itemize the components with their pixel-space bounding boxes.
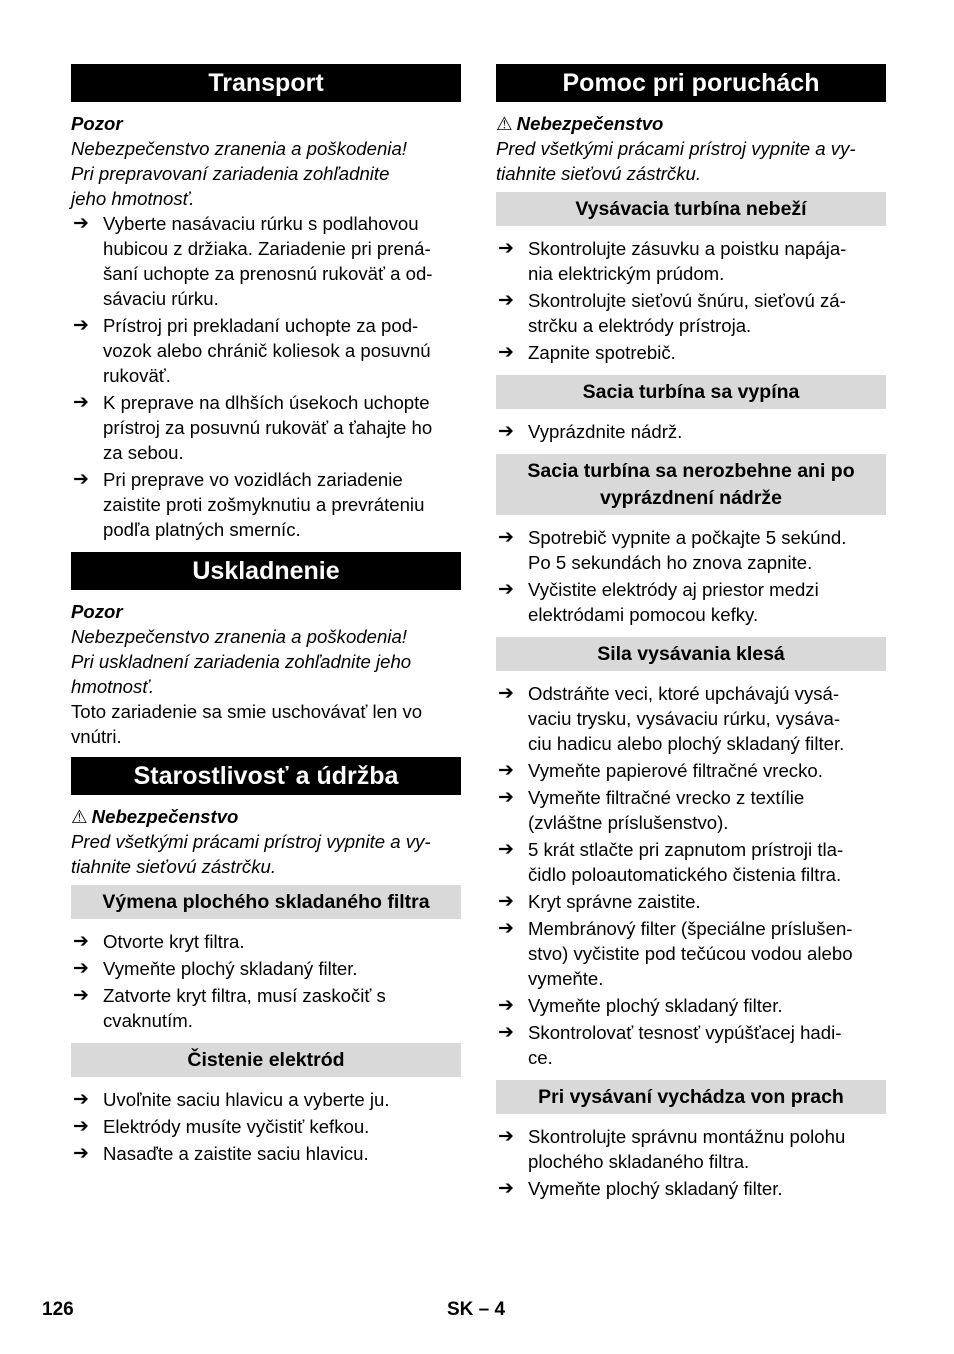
text-line: za sebou. bbox=[103, 442, 184, 463]
list-item bbox=[496, 758, 886, 783]
text-line: Spotrebič vypnite a počkajte 5 sekúnd. bbox=[528, 527, 847, 548]
text-line: Pri uskladnení zariadenia zohľadnite jeho bbox=[71, 651, 412, 672]
spacer bbox=[71, 749, 461, 757]
troubleshooting-heading: Pomoc pri poruchách bbox=[496, 64, 886, 102]
text-line: hmotnosť. bbox=[71, 676, 155, 697]
warning-triangle-icon: ⚠ bbox=[496, 113, 513, 134]
text-line: prístroj za posuvnú rukoväť a ťahajte ho bbox=[103, 417, 433, 438]
text-line: vyprázdnení nádrže bbox=[599, 487, 783, 509]
text-line: (zvláštne príslušenstvo). bbox=[528, 812, 729, 833]
list-item bbox=[496, 837, 886, 887]
arrow-right-icon: ➔ bbox=[73, 1116, 89, 1137]
transport-heading: Transport bbox=[71, 64, 461, 102]
arrow-right-icon: ➔ bbox=[498, 527, 514, 548]
list-item bbox=[71, 983, 461, 1033]
spacer bbox=[71, 1035, 461, 1043]
list-item bbox=[496, 681, 886, 756]
warning-triangle-icon: ⚠ bbox=[71, 806, 88, 827]
care-heading: Starostlivosť a údržba bbox=[71, 757, 461, 795]
spacer bbox=[496, 629, 886, 637]
text-line: Pred všetkými prácami prístroj vypnite a vy- bbox=[496, 138, 856, 159]
text-line: sávaciu rúrku. bbox=[103, 288, 219, 309]
text-line: Vyčistite elektródy aj priestor medzi bbox=[528, 579, 819, 600]
text-line: Pri vysávaní vychádza von prach bbox=[538, 1086, 844, 1108]
list-item bbox=[496, 785, 886, 835]
list-item bbox=[71, 211, 461, 311]
text-line: ce. bbox=[528, 1047, 553, 1068]
text-line: Vyberte nasávaciu rúrku s podlahovou bbox=[103, 213, 419, 234]
text-line: Skontrolujte správnu montážnu polohu bbox=[528, 1126, 846, 1147]
text-line: cvaknutím. bbox=[103, 1010, 193, 1031]
text-line: Zatvorte kryt filtra, musí zaskočiť s bbox=[103, 985, 386, 1006]
troubleshooting-danger-label bbox=[496, 111, 886, 136]
list-item bbox=[71, 1114, 461, 1139]
left-column bbox=[71, 64, 461, 1168]
text-line: jeho hmotnosť. bbox=[71, 188, 195, 209]
danger-text: Nebezpečenstvo bbox=[91, 806, 239, 827]
subheading-turbine-not-running bbox=[496, 192, 886, 226]
text-line: šaní uchopte za prenosnú rukoväť a od- bbox=[103, 263, 433, 284]
text-line: hubicou z držiaka. Zariadenie pri prená- bbox=[103, 238, 431, 259]
text-line: vaciu trysku, vysávaciu rúrku, vysáva- bbox=[528, 708, 841, 729]
text-line: Skontrolovať tesnosť vypúšťacej hadi- bbox=[528, 1022, 842, 1043]
storage-text bbox=[71, 699, 461, 749]
transport-caution-label: Pozor bbox=[71, 113, 123, 134]
arrow-right-icon: ➔ bbox=[73, 315, 89, 336]
arrow-right-icon: ➔ bbox=[498, 995, 514, 1016]
arrow-right-icon: ➔ bbox=[73, 392, 89, 413]
text-line: Vymeňte papierové filtračné vrecko. bbox=[528, 760, 823, 781]
text-line: Vyprázdnite nádrž. bbox=[528, 421, 683, 442]
text-line: Skontrolujte zásuvku a poistku napája- bbox=[528, 238, 847, 259]
text-line: stvo) vyčistite pod tečúcou vodou alebo bbox=[528, 943, 853, 964]
arrow-right-icon: ➔ bbox=[498, 290, 514, 311]
arrow-right-icon: ➔ bbox=[498, 342, 514, 363]
arrow-right-icon: ➔ bbox=[73, 1143, 89, 1164]
arrow-right-icon: ➔ bbox=[73, 1089, 89, 1110]
spacer bbox=[496, 446, 886, 454]
arrow-right-icon: ➔ bbox=[73, 931, 89, 952]
arrow-right-icon: ➔ bbox=[498, 891, 514, 912]
arrow-right-icon: ➔ bbox=[498, 918, 514, 939]
arrow-right-icon: ➔ bbox=[73, 469, 89, 490]
list-item bbox=[496, 525, 886, 575]
subheading-dust-escaping bbox=[496, 1080, 886, 1114]
text-line: Sacia turbína sa nerozbehne ani po bbox=[527, 460, 855, 482]
list-item bbox=[496, 916, 886, 991]
text-line: zaistite proti zošmyknutiu a prevráteniu bbox=[103, 494, 425, 515]
storage-caution-label: Pozor bbox=[71, 601, 123, 622]
subheading-suction-decreasing bbox=[496, 637, 886, 671]
electrodes-subheading: Čistenie elektród bbox=[71, 1043, 461, 1077]
text-line: Skontrolujte sieťovú šnúru, sieťovú zá- bbox=[528, 290, 846, 311]
text-line: plochého skladaného filtra. bbox=[528, 1151, 750, 1172]
text-line: Vymeňte plochý skladaný filter. bbox=[528, 1178, 783, 1199]
text-line: Nebezpečenstvo zranenia a poškodenia! bbox=[71, 138, 407, 159]
arrow-right-icon: ➔ bbox=[498, 787, 514, 808]
text-line: vozok alebo chránič koliesok a posuvnú bbox=[103, 340, 431, 361]
list-item bbox=[496, 1124, 886, 1174]
text-line: Nebezpečenstvo zranenia a poškodenia! bbox=[71, 626, 407, 647]
right-column bbox=[496, 64, 886, 1203]
storage-heading: Uskladnenie bbox=[71, 552, 461, 590]
subheading-turbine-not-starting bbox=[496, 454, 886, 515]
text-line: Elektródy musíte vyčistiť kefkou. bbox=[103, 1116, 370, 1137]
text-line: Sacia turbína sa vypína bbox=[582, 381, 800, 403]
arrow-right-icon: ➔ bbox=[73, 958, 89, 979]
text-line: Vymeňte filtračné vrecko z textílie bbox=[528, 787, 805, 808]
filter-subheading: Výmena plochého skladaného filtra bbox=[71, 885, 461, 919]
spacer bbox=[71, 544, 461, 552]
arrow-right-icon: ➔ bbox=[498, 579, 514, 600]
text-line: rukoväť. bbox=[103, 365, 171, 386]
arrow-right-icon: ➔ bbox=[498, 1178, 514, 1199]
text-line: Kryt správne zaistite. bbox=[528, 891, 701, 912]
list-item bbox=[71, 390, 461, 465]
list-item bbox=[496, 236, 886, 286]
troubleshooting-danger-text bbox=[496, 136, 886, 186]
arrow-right-icon: ➔ bbox=[498, 760, 514, 781]
text-line: Vysávacia turbína nebeží bbox=[575, 198, 807, 220]
list-item bbox=[496, 1176, 886, 1201]
arrow-right-icon: ➔ bbox=[73, 985, 89, 1006]
text-line: Uvoľnite saciu hlavicu a vyberte ju. bbox=[103, 1089, 390, 1110]
text-line: Vymeňte plochý skladaný filter. bbox=[103, 958, 358, 979]
care-danger-text bbox=[71, 829, 461, 879]
text-line: Prístroj pri prekladaní uchopte za pod- bbox=[103, 315, 419, 336]
text-line: ciu hadicu alebo plochý skladaný filter. bbox=[528, 733, 845, 754]
list-item bbox=[496, 288, 886, 338]
list-item bbox=[71, 929, 461, 954]
text-line: Nasaďte a zaistite saciu hlavicu. bbox=[103, 1143, 369, 1164]
text-line: K preprave na dlhších úsekoch uchopte bbox=[103, 392, 430, 413]
text-line: nia elektrickým prúdom. bbox=[528, 263, 725, 284]
text-line: podľa platných smerníc. bbox=[103, 519, 301, 540]
spacer bbox=[496, 1072, 886, 1080]
text-line: Vymeňte plochý skladaný filter. bbox=[528, 995, 783, 1016]
list-item bbox=[496, 340, 886, 365]
arrow-right-icon: ➔ bbox=[498, 683, 514, 704]
arrow-right-icon: ➔ bbox=[498, 238, 514, 259]
text-line: tiahnite sieťovú zástrčku. bbox=[71, 856, 277, 877]
text-line: Zapnite spotrebič. bbox=[528, 342, 676, 363]
list-item bbox=[496, 993, 886, 1018]
text-line: vymeňte. bbox=[528, 968, 604, 989]
storage-warning bbox=[71, 624, 461, 699]
subheading-turbine-switches-off bbox=[496, 375, 886, 409]
list-item bbox=[71, 313, 461, 388]
danger-text: Nebezpečenstvo bbox=[516, 113, 664, 134]
arrow-right-icon: ➔ bbox=[498, 1022, 514, 1043]
list-item bbox=[496, 1020, 886, 1070]
spacer bbox=[496, 367, 886, 375]
list-item bbox=[71, 1141, 461, 1166]
text-line: Toto zariadenie sa smie uschovávať len vo bbox=[71, 701, 423, 722]
text-line: strčku a elektródy prístroja. bbox=[528, 315, 752, 336]
page-number: 126 bbox=[42, 1299, 74, 1320]
transport-warning bbox=[71, 136, 461, 211]
arrow-right-icon: ➔ bbox=[498, 839, 514, 860]
text-line: čidlo poloautomatického čistenia filtra. bbox=[528, 864, 842, 885]
list-item bbox=[71, 1087, 461, 1112]
arrow-right-icon: ➔ bbox=[73, 213, 89, 234]
list-item bbox=[496, 577, 886, 627]
text-line: tiahnite sieťovú zástrčku. bbox=[496, 163, 702, 184]
text-line: vnútri. bbox=[71, 726, 122, 747]
text-line: 5 krát stlačte pri zapnutom prístroji tla- bbox=[528, 839, 844, 860]
care-danger-label bbox=[71, 804, 461, 829]
text-line: Pred všetkými prácami prístroj vypnite a vy- bbox=[71, 831, 431, 852]
page-language-index: SK – 4 bbox=[447, 1299, 506, 1320]
list-item bbox=[496, 889, 886, 914]
text-line: Pri prepravovaní zariadenia zohľadnite bbox=[71, 163, 390, 184]
text-line: Pri preprave vo vozidlách zariadenie bbox=[103, 469, 403, 490]
list-item bbox=[71, 956, 461, 981]
arrow-right-icon: ➔ bbox=[498, 1126, 514, 1147]
text-line: Sila vysávania klesá bbox=[597, 643, 785, 665]
list-item bbox=[71, 467, 461, 542]
text-line: Membránový filter (špeciálne príslušen- bbox=[528, 918, 853, 939]
arrow-right-icon: ➔ bbox=[498, 421, 514, 442]
list-item bbox=[496, 419, 886, 444]
text-line: Odstráňte veci, ktoré upchávajú vysá- bbox=[528, 683, 840, 704]
text-line: elektródami pomocou kefky. bbox=[528, 604, 759, 625]
text-line: Po 5 sekundách ho znova zapnite. bbox=[528, 552, 813, 573]
text-line: Otvorte kryt filtra. bbox=[103, 931, 245, 952]
